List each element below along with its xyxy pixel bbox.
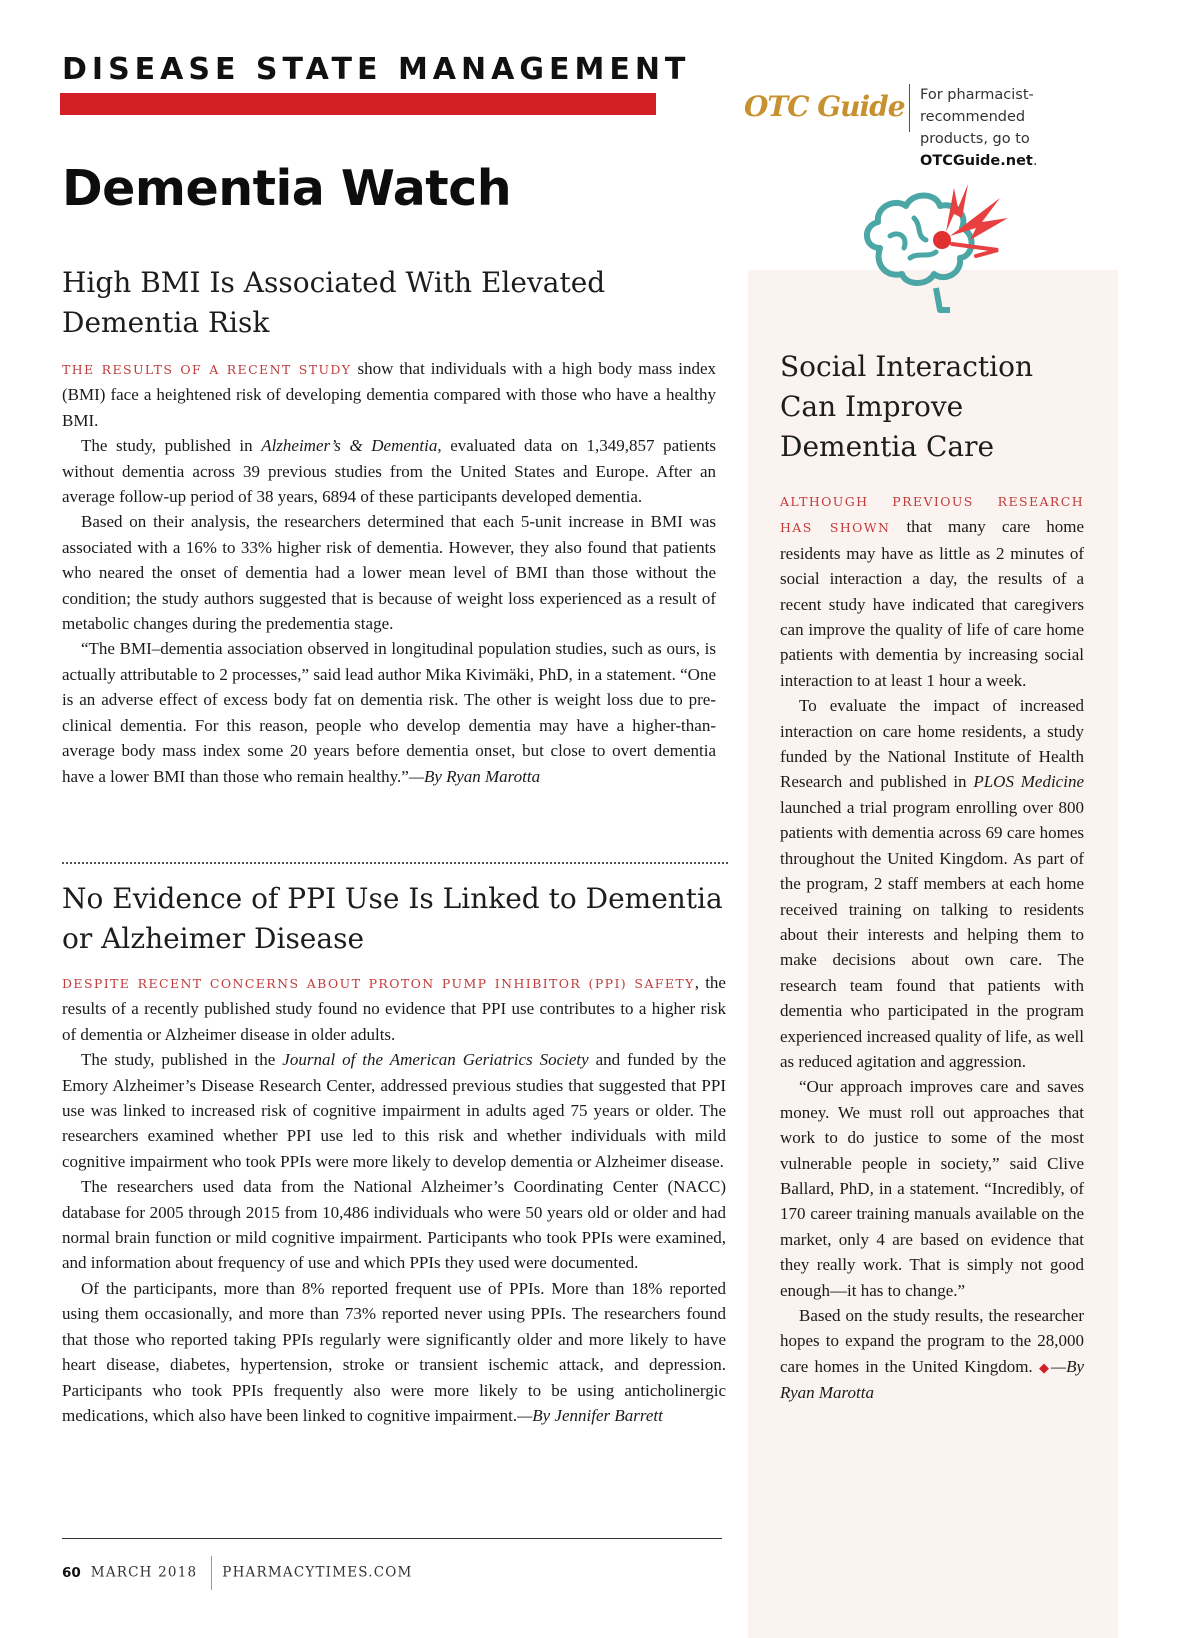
page-title: Dementia Watch: [62, 160, 512, 217]
otc-line2-suffix: .: [1032, 153, 1038, 169]
article1-p3: Based on their analysis, the researchers determined that each 5-unit increase in BMI was associated with a 16% to 33% higher risk of dementia. However, they also found that patients who neared the onset of dementia had a lower mean level of BMI than those without the condition; the study authors suggested that is because of weight loss experienced as a result of metabolic changes during the predementia stage.: [62, 512, 716, 634]
sidebar-p2-a: To evaluate the impact of increased interaction on care home residents, a study funded by the National Institute of Health Research and published in: [780, 696, 1084, 792]
sidebar-heading: Social Interaction Can Improve Dementia Care: [780, 350, 1033, 463]
article1-body: [62, 356, 716, 789]
article1-heading: High BMI Is Associated With Elevated Dementia Risk: [62, 266, 606, 339]
footer-rule: [62, 1538, 722, 1539]
sidebar-p1: that many care home residents may have as little as 2 minutes of social interaction a day, the results of a recent study have indicated that caregivers can improve the quality of life of care home patients with dementia by increasing social interaction to at least 1 hour a week.: [780, 517, 1085, 690]
footer-separator: [211, 1556, 212, 1590]
otc-guide-link[interactable]: OTCGuide.net: [920, 153, 1033, 169]
end-mark-icon: ◆: [1038, 1359, 1051, 1375]
article1-p2-b: , evaluated data on 1,349,857 patients without dementia across 39 previous studies from the United States and Europe. After an average follow-up period of 38 years, 6894 of these participants developed dementia.: [62, 436, 716, 507]
article-divider: [62, 862, 728, 864]
article1-p4: “The BMI–dementia association observed in longitudinal population studies, such as ours, is actually attributable to 2 processes,” said lead author Mika Kivimäki, PhD, in a statement. “One is an adverse effect of excess body fat on dementia risk. The other is weight loss due to pre-clinical dementia. For this reason, people who develop dementia may have a higher-than-average body mass index some 20 years before dementia onset, but close to overt dementia have a lower BMI than those who remain healthy.”: [62, 639, 716, 786]
footer-site[interactable]: PHARMACYTIMES.COM: [222, 1564, 413, 1581]
otc-guide-banner: [744, 84, 1124, 169]
article1-journal: Alzheimer’s & Dementia: [261, 436, 438, 456]
sidebar-p2-b: launched a trial program enrolling over 800 patients with dementia across 69 care homes throughout the United Kingdom. As part of the program, 2 staff members at each home received training on talking to residents about their interests and helping them to make decisions about own care. The research team found that patients with dementia who participated in the program experienced increased quality of life, as well as reduced agitation and aggression.: [780, 797, 1084, 1071]
sidebar-lead: ALTHOUGH PREVIOUS RESEARCH HAS SHOWN: [780, 494, 1084, 536]
otc-line2-prefix: products, go to: [920, 131, 1030, 147]
otc-guide-logo: OTC Guide: [744, 90, 905, 123]
article2-body: [62, 970, 726, 1428]
article2-p2-a: The study, published in the: [81, 1050, 283, 1070]
sidebar-p3: “Our approach improves care and saves money. We must roll out approaches that work to do justice to some of the most vulnerable people in society,” said Clive Ballard, PhD, in a statement. “Incredibly, of 170 career training manuals available on the market, only 4 are based on evidence that they really work. That is simply not good enough—it has to change.”: [780, 1077, 1084, 1300]
article1-lead: THE RESULTS OF A RECENT STUDY: [62, 362, 352, 377]
article2-p4: Of the participants, more than 8% reported frequent use of PPIs. More than 18% reported using them occasionally, and more than 73% reported never using PPIs. The researchers found that those who reported taking PPIs regularly were significantly older and more likely to have heart disease, diabetes, hypertension, stroke or transient ischemic attack, and depression. Participants who took PPIs frequently also were more likely to be using anticholinergic medications, which also have been linked to cognitive impairment.: [62, 1278, 726, 1425]
footer-date: MARCH 2018: [90, 1564, 198, 1581]
sidebar-body: [780, 488, 1084, 1406]
article2-p1: , the results of a recently published study found no evidence that PPI use contributes to a higher risk of dementia or Alzheimer disease in older adults.: [62, 973, 726, 1044]
otc-guide-text: [920, 84, 1130, 172]
article2-p3: The researchers used data from the National Alzheimer’s Coordinating Center (NACC) database for 2005 through 2015 from 10,486 individuals who were 50 years old or older and had normal brain function or mild cognitive impairment. Participants who took PPIs were examined, and information about frequency of use and which PPIs they used were documented.: [62, 1177, 726, 1273]
article2-journal: Journal of the American Geriatrics Society: [282, 1050, 589, 1070]
otc-divider: [909, 84, 910, 132]
article1-p2-a: The study, published in: [81, 436, 262, 456]
article2-p2-b: and funded by the Emory Alzheimer’s Disease Research Center, addressed previous studies that suggested that PPI use was linked to increased risk of cognitive impairment in adults aged 75 years or older. The researchers examined whether PPI use led to this risk and whether individuals with mild cognitive impairment who took PPIs were more likely to develop dementia or Alzheimer disease.: [62, 1050, 726, 1171]
article1-p1: show that individuals with a high body mass index (BMI) face a heightened risk of developing dementia compared with those who have a healthy BMI.: [62, 359, 716, 430]
sidebar-p4: Based on the study results, the researcher hopes to expand the program to the 28,000 care homes in the United Kingdom.: [780, 1306, 1084, 1376]
page-number: 60: [62, 1564, 81, 1581]
otc-line1: For pharmacist-recommended: [920, 87, 1034, 125]
article2-lead: DESPITE RECENT CONCERNS ABOUT PROTON PUMP INHIBITOR (PPI) SAFETY: [62, 976, 695, 991]
article1-byline: —By Ryan Marotta: [408, 766, 541, 786]
sidebar-byline: —By Ryan Marotta: [780, 1356, 1085, 1403]
brain-lightning-icon: [850, 178, 1010, 323]
article2-heading: No Evidence of PPI Use Is Linked to Dementia or Alzheimer Disease: [62, 882, 723, 955]
article2-byline: —By Jennifer Barrett: [517, 1405, 663, 1425]
page-footer: [62, 1556, 413, 1590]
sidebar-journal: PLOS Medicine: [973, 772, 1084, 792]
header-accent-bar: [60, 93, 656, 115]
section-label: DISEASE STATE MANAGEMENT: [62, 52, 691, 87]
